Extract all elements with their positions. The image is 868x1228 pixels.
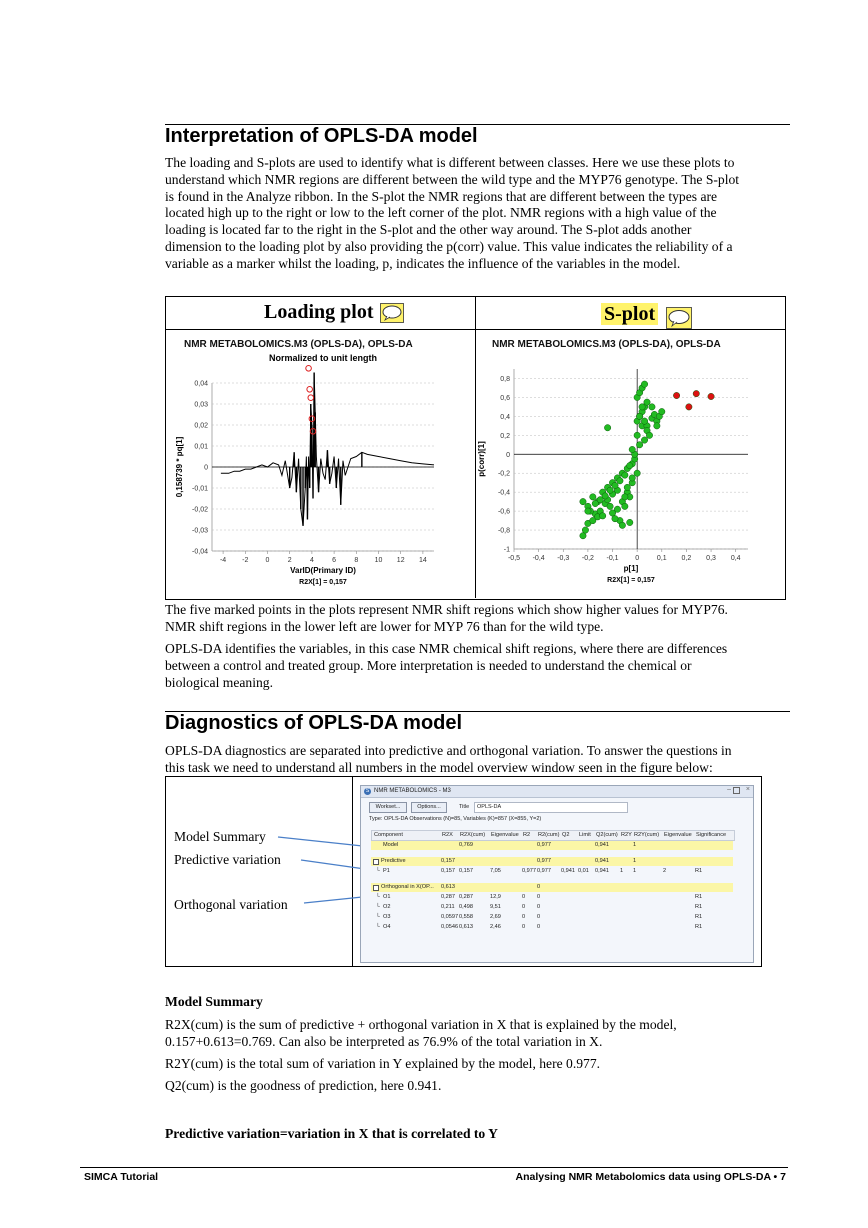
chart-title: NMR METABOLOMICS.M3 (OPLS-DA), OPLS-DA xyxy=(184,339,413,350)
tree-branch-icon: └ xyxy=(376,894,380,900)
scatter-point xyxy=(599,513,605,519)
table-row[interactable] xyxy=(371,923,733,932)
scatter-point xyxy=(622,494,628,500)
table-row[interactable] xyxy=(371,903,733,912)
x-tick-label: -0,4 xyxy=(532,555,545,562)
scatter-point xyxy=(629,446,635,452)
scatter-point xyxy=(639,404,645,410)
window-titlebar xyxy=(361,786,753,798)
scatter-point xyxy=(590,494,596,500)
text-line: is found in the Analyze ribbon. In the S-plot the NMR regions that are different between the types are xyxy=(165,188,718,204)
text-line: this task we need to understand all numbers in the model overview window seen in the figure below: xyxy=(165,759,713,775)
x-tick-label: 0,1 xyxy=(656,555,667,562)
table-cell: 0 xyxy=(537,914,541,920)
text-line: The loading and S-plots are used to identify what is different between classes. Here we use these plots to xyxy=(165,155,735,170)
type-line: Type: OPLS-DA Observations (N)=85, Variables (K)=857 (X=855, Y=2) xyxy=(369,816,542,822)
x-tick-label: -4 xyxy=(219,557,227,564)
loading-line xyxy=(221,373,434,526)
tree-branch-icon: └ xyxy=(376,868,380,874)
column-header: Q2 xyxy=(562,832,570,838)
table-cell: 0,613 xyxy=(441,884,455,890)
paragraph-interpretation xyxy=(165,155,790,273)
y-tick-label: -0,02 xyxy=(192,506,208,514)
y-axis-label: 0,158739 * pq[1] xyxy=(175,436,184,498)
scatter-point xyxy=(604,425,610,431)
text-line: dimension to the loading plot by also providing the p(corr) value. This value indicates the reliability of a xyxy=(165,238,733,254)
x-tick-label: 0,2 xyxy=(681,555,692,562)
y-tick-label: 0,04 xyxy=(194,380,208,388)
x-tick-label: -0,3 xyxy=(557,555,570,562)
table-row[interactable] xyxy=(371,857,733,866)
close-icon[interactable]: × xyxy=(745,786,750,793)
marked-point xyxy=(306,366,312,372)
footer-right: Analysing NMR Metabolomics data using OPLS-DA • 7 xyxy=(515,1171,786,1183)
scatter-point xyxy=(580,498,586,504)
scatter-point xyxy=(708,393,714,399)
x-axis-label: VarID(Primary ID) xyxy=(290,566,356,575)
column-header: Component xyxy=(374,832,403,838)
x-tick-label: 0,4 xyxy=(730,555,741,562)
marked-point xyxy=(308,395,314,401)
chart-footnote: R2X[1] = 0,157 xyxy=(607,577,655,584)
row-label: Orthogonal in X(OP... xyxy=(381,884,434,890)
text-line: R2X(cum) is the sum of predictive + orthogonal variation in X that is explained by the model, xyxy=(165,1017,677,1032)
tree-branch-icon: └ xyxy=(376,924,380,930)
table-cell: R1 xyxy=(695,914,703,920)
text-line: OPLS-DA diagnostics are separated into predictive and orthogonal variation. To answer the questions in xyxy=(165,743,732,758)
text-line: NMR shift regions in the lower left are lower for MYP 76 than for the wild type. xyxy=(165,618,604,634)
table-cell: 0,01 xyxy=(578,868,589,874)
footer-rule xyxy=(80,1167,788,1168)
text-line: The five marked points in the plots represent NMR shift regions which show higher values for MYP76. xyxy=(165,602,728,617)
scatter-point xyxy=(612,515,618,521)
table-cell: 0 xyxy=(522,914,526,920)
y-tick-label: 0,6 xyxy=(500,394,510,402)
x-tick-label: 0,3 xyxy=(706,555,716,562)
table-cell: 0,977 xyxy=(537,842,551,848)
figure-header-rule xyxy=(166,329,785,330)
table-cell: 0,977 xyxy=(537,858,551,864)
y-tick-label: -1 xyxy=(503,546,510,554)
row-label: P1 xyxy=(383,868,390,874)
table-cell: 0,977 xyxy=(522,868,536,874)
text-line: variable as a marker whilst the loading, p, indicates the influence of the variables in the model. xyxy=(165,255,681,271)
s-plot-header: S-plot xyxy=(601,303,658,325)
arrow-model-summary xyxy=(278,837,372,847)
scatter-point xyxy=(641,381,647,387)
x-tick-label: -2 xyxy=(242,557,249,564)
table-header xyxy=(371,830,735,841)
table-cell: 12,9 xyxy=(490,894,501,900)
x-tick-label: 8 xyxy=(354,557,359,564)
scatter-point xyxy=(649,404,655,410)
x-tick-label: 12 xyxy=(396,557,405,564)
table-cell: 0,558 xyxy=(459,914,473,920)
table-cell: 1 xyxy=(633,858,637,864)
table-cell: R1 xyxy=(695,894,703,900)
window-title: NMR METABOLOMICS - M3 xyxy=(374,787,451,794)
table-cell: 2,69 xyxy=(490,914,501,920)
scatter-point xyxy=(602,493,608,499)
table-row[interactable] xyxy=(371,893,733,902)
scatter-point xyxy=(641,437,647,443)
table-cell: 0,287 xyxy=(441,894,455,900)
y-tick-label: -0,03 xyxy=(192,527,208,535)
x-tick-label: 2 xyxy=(287,557,292,564)
y-tick-label: -0,6 xyxy=(497,508,510,516)
workset-button[interactable]: Workset... xyxy=(369,802,407,813)
x-tick-label: 10 xyxy=(374,557,383,564)
scatter-point xyxy=(607,503,613,509)
collapse-icon[interactable] xyxy=(373,885,379,891)
x-tick-label: 0 xyxy=(265,557,270,564)
tree-branch-icon: └ xyxy=(376,904,380,910)
row-label: O4 xyxy=(383,924,391,930)
tree-branch-icon: └ xyxy=(376,914,380,920)
x-tick-label: 14 xyxy=(419,557,427,564)
y-tick-label: -0,2 xyxy=(497,470,510,478)
column-header: Significance xyxy=(696,832,727,838)
label-model-summary: Model Summary xyxy=(174,829,266,844)
simca-logo-icon: S xyxy=(365,787,370,794)
label-orthogonal-variation: Orthogonal variation xyxy=(174,897,288,912)
scatter-point xyxy=(634,432,640,438)
row-label: Predictive xyxy=(381,858,406,864)
table-cell: 1 xyxy=(633,868,637,874)
paragraph-opls-da-identifies xyxy=(165,641,790,691)
y-tick-label: -0,01 xyxy=(192,485,208,493)
scatter-point xyxy=(634,470,640,476)
y-tick-label: 0,01 xyxy=(194,443,208,451)
scatter-point xyxy=(622,472,628,478)
arrows xyxy=(166,777,376,966)
table-row[interactable] xyxy=(371,841,733,850)
table-cell: 0 xyxy=(537,904,541,910)
speech-bubble-icon xyxy=(380,303,404,323)
model-overview-figure xyxy=(165,776,762,967)
s-plot-chart xyxy=(478,331,783,596)
table-cell: 9,51 xyxy=(490,904,501,910)
table-cell: 0 xyxy=(522,894,526,900)
maximize-icon[interactable] xyxy=(733,787,740,794)
scatter-point xyxy=(619,522,625,528)
text-line: 0.157+0.613=0.769. Can also be interpreted as 76.9% of the total variation in X. xyxy=(165,1033,603,1049)
column-header: Q2(cum) xyxy=(596,832,618,838)
x-tick-label: -0,5 xyxy=(507,555,521,562)
title-label: Title xyxy=(459,804,470,810)
x-tick-label: 0 xyxy=(635,555,640,562)
chart-title: NMR METABOLOMICS.M3 (OPLS-DA), OPLS-DA xyxy=(492,339,721,350)
table-cell: 0,941 xyxy=(595,842,609,848)
column-header: R2X(cum) xyxy=(460,832,486,838)
title-input[interactable]: OPLS-DA xyxy=(474,802,628,813)
text-line: understand which NMR regions are different between the wild type and the MYP76 genotype. The S-plot xyxy=(165,171,740,187)
table-cell: 0 xyxy=(537,894,541,900)
text-line: OPLS-DA identifies the variables, in this case NMR chemical shift regions, where there are differences xyxy=(165,641,728,656)
text-line: between a control and treated group. More interpretation is needed to understand the chemical or xyxy=(165,657,692,673)
table-row[interactable] xyxy=(371,883,733,892)
table-cell: 7,05 xyxy=(490,868,501,874)
x-axis-label: p[1] xyxy=(623,564,639,573)
y-tick-label: -0,04 xyxy=(192,548,208,556)
column-header: R2X xyxy=(442,832,453,838)
table-cell: 0,941 xyxy=(595,868,609,874)
table-cell: 0,498 xyxy=(459,904,473,910)
loading-plot-chart xyxy=(168,331,473,596)
table-cell: 0,211 xyxy=(441,904,455,910)
table-cell: R1 xyxy=(695,904,703,910)
table-cell: 0,941 xyxy=(561,868,575,874)
table-cell: 0 xyxy=(522,904,526,910)
column-header: R2Y(cum) xyxy=(634,832,660,838)
loading-plot-header: Loading plot xyxy=(264,301,374,323)
y-tick-label: 0 xyxy=(204,464,208,472)
scatter-point xyxy=(612,482,618,488)
scatter-point xyxy=(646,432,652,438)
footer-left: SIMCA Tutorial xyxy=(84,1171,159,1183)
table-cell: 0,0546 xyxy=(441,924,459,930)
scatter-point xyxy=(644,399,650,405)
table-cell: 0,0597 xyxy=(441,914,459,920)
x-tick-label: -0,2 xyxy=(581,555,594,562)
section-heading-diagnostics: Diagnostics of OPLS-DA model xyxy=(165,712,463,734)
table-cell: 0,157 xyxy=(441,868,455,874)
scatter-point xyxy=(629,475,635,481)
chart-subtitle: Normalized to unit length xyxy=(269,353,377,363)
table-cell: 0 xyxy=(537,884,541,890)
paragraph-q2: Q2(cum) is the goodness of prediction, here 0.941. xyxy=(165,1078,442,1093)
predictive-variation-heading: Predictive variation=variation in X that is correlated to Y xyxy=(165,1126,498,1141)
section-heading-interpretation: Interpretation of OPLS-DA model xyxy=(165,125,478,147)
y-tick-label: 0,4 xyxy=(500,413,510,421)
x-tick-label: 4 xyxy=(309,557,314,564)
row-label: O2 xyxy=(383,904,391,910)
y-tick-label: -0,8 xyxy=(497,527,510,535)
table-cell: R1 xyxy=(695,868,703,874)
table-row[interactable] xyxy=(371,913,733,922)
model-overview-window xyxy=(360,785,754,963)
column-header: R2Y xyxy=(621,832,632,838)
table-row[interactable] xyxy=(371,867,733,876)
text-line: biological meaning. xyxy=(165,674,273,690)
scatter-point xyxy=(607,487,613,493)
table-cell: 0,613 xyxy=(459,924,473,930)
y-tick-label: 0,8 xyxy=(500,375,510,383)
x-tick-label: 6 xyxy=(332,557,337,564)
scatter-point xyxy=(582,527,588,533)
table-cell: 0,769 xyxy=(459,842,473,848)
column-header: R2 xyxy=(523,832,531,838)
scatter-point xyxy=(585,508,591,514)
label-predictive-variation: Predictive variation xyxy=(174,852,281,867)
row-label: O1 xyxy=(383,894,391,900)
chart-footnote: R2X[1] = 0,157 xyxy=(299,579,347,586)
scatter-point xyxy=(580,533,586,539)
options-button[interactable]: Options... xyxy=(411,802,447,813)
table-cell: 2 xyxy=(663,868,667,874)
table-cell: 1 xyxy=(633,842,637,848)
scatter-point xyxy=(617,478,623,484)
scatter-point xyxy=(659,408,665,414)
model-summary-heading: Model Summary xyxy=(165,994,263,1009)
table-cell: 0,157 xyxy=(459,868,473,874)
y-tick-label: 0 xyxy=(506,451,510,459)
table-cell: 0,941 xyxy=(595,858,609,864)
column-header: Limit xyxy=(579,832,591,838)
scatter-point xyxy=(636,442,642,448)
scatter-point xyxy=(693,390,699,396)
paragraph-r2y: R2Y(cum) is the total sum of variation in Y explained by the model, here 0.977. xyxy=(165,1056,601,1071)
table-cell: 1 xyxy=(620,868,624,874)
scatter-point xyxy=(636,413,642,419)
table-cell: 0,157 xyxy=(441,858,455,864)
table-cell: 0,287 xyxy=(459,894,473,900)
paragraph-marked-points xyxy=(165,602,790,636)
scatter-point xyxy=(641,418,647,424)
y-tick-label: 0,2 xyxy=(500,432,510,440)
row-label: Model xyxy=(383,842,399,848)
table-cell: 0,977 xyxy=(537,868,551,874)
marked-point xyxy=(307,387,313,393)
figure-divider xyxy=(475,297,476,598)
row-label: O3 xyxy=(383,914,391,920)
y-tick-label: -0,4 xyxy=(497,489,510,497)
table-cell: 2,46 xyxy=(490,924,501,930)
paragraph-r2x xyxy=(165,1017,790,1051)
column-header: Eigenvalue xyxy=(491,832,519,838)
scatter-point xyxy=(686,404,692,410)
collapse-icon[interactable] xyxy=(373,859,379,865)
table-cell: R1 xyxy=(695,924,703,930)
scatter-point xyxy=(622,503,628,509)
plots-figure xyxy=(165,296,786,600)
x-tick-label: -0,1 xyxy=(606,555,619,562)
scatter-point xyxy=(614,506,620,512)
column-header: R2(cum) xyxy=(538,832,560,838)
scatter-point xyxy=(627,519,633,525)
table-cell: 0 xyxy=(522,924,526,930)
minimize-icon[interactable]: – xyxy=(727,786,731,793)
paragraph-diagnostics xyxy=(165,743,790,777)
scatter-point xyxy=(654,423,660,429)
scatter-point xyxy=(624,484,630,490)
text-line: located high up to the right or low to the left corner of the plot. NMR regions with a high value of the xyxy=(165,205,717,221)
text-line: loading is located far to the right in the S-plot and the other way around. The S-plot adds another xyxy=(165,222,692,238)
scatter-point xyxy=(627,462,633,468)
y-tick-label: 0,02 xyxy=(194,422,208,430)
speech-bubble-icon xyxy=(666,307,692,329)
y-axis-label: p(corr)[1] xyxy=(477,441,486,477)
table-cell: 0 xyxy=(537,924,541,930)
column-header: Eigenvalue xyxy=(664,832,692,838)
scatter-point xyxy=(673,392,679,398)
y-tick-label: 0,03 xyxy=(194,401,208,409)
